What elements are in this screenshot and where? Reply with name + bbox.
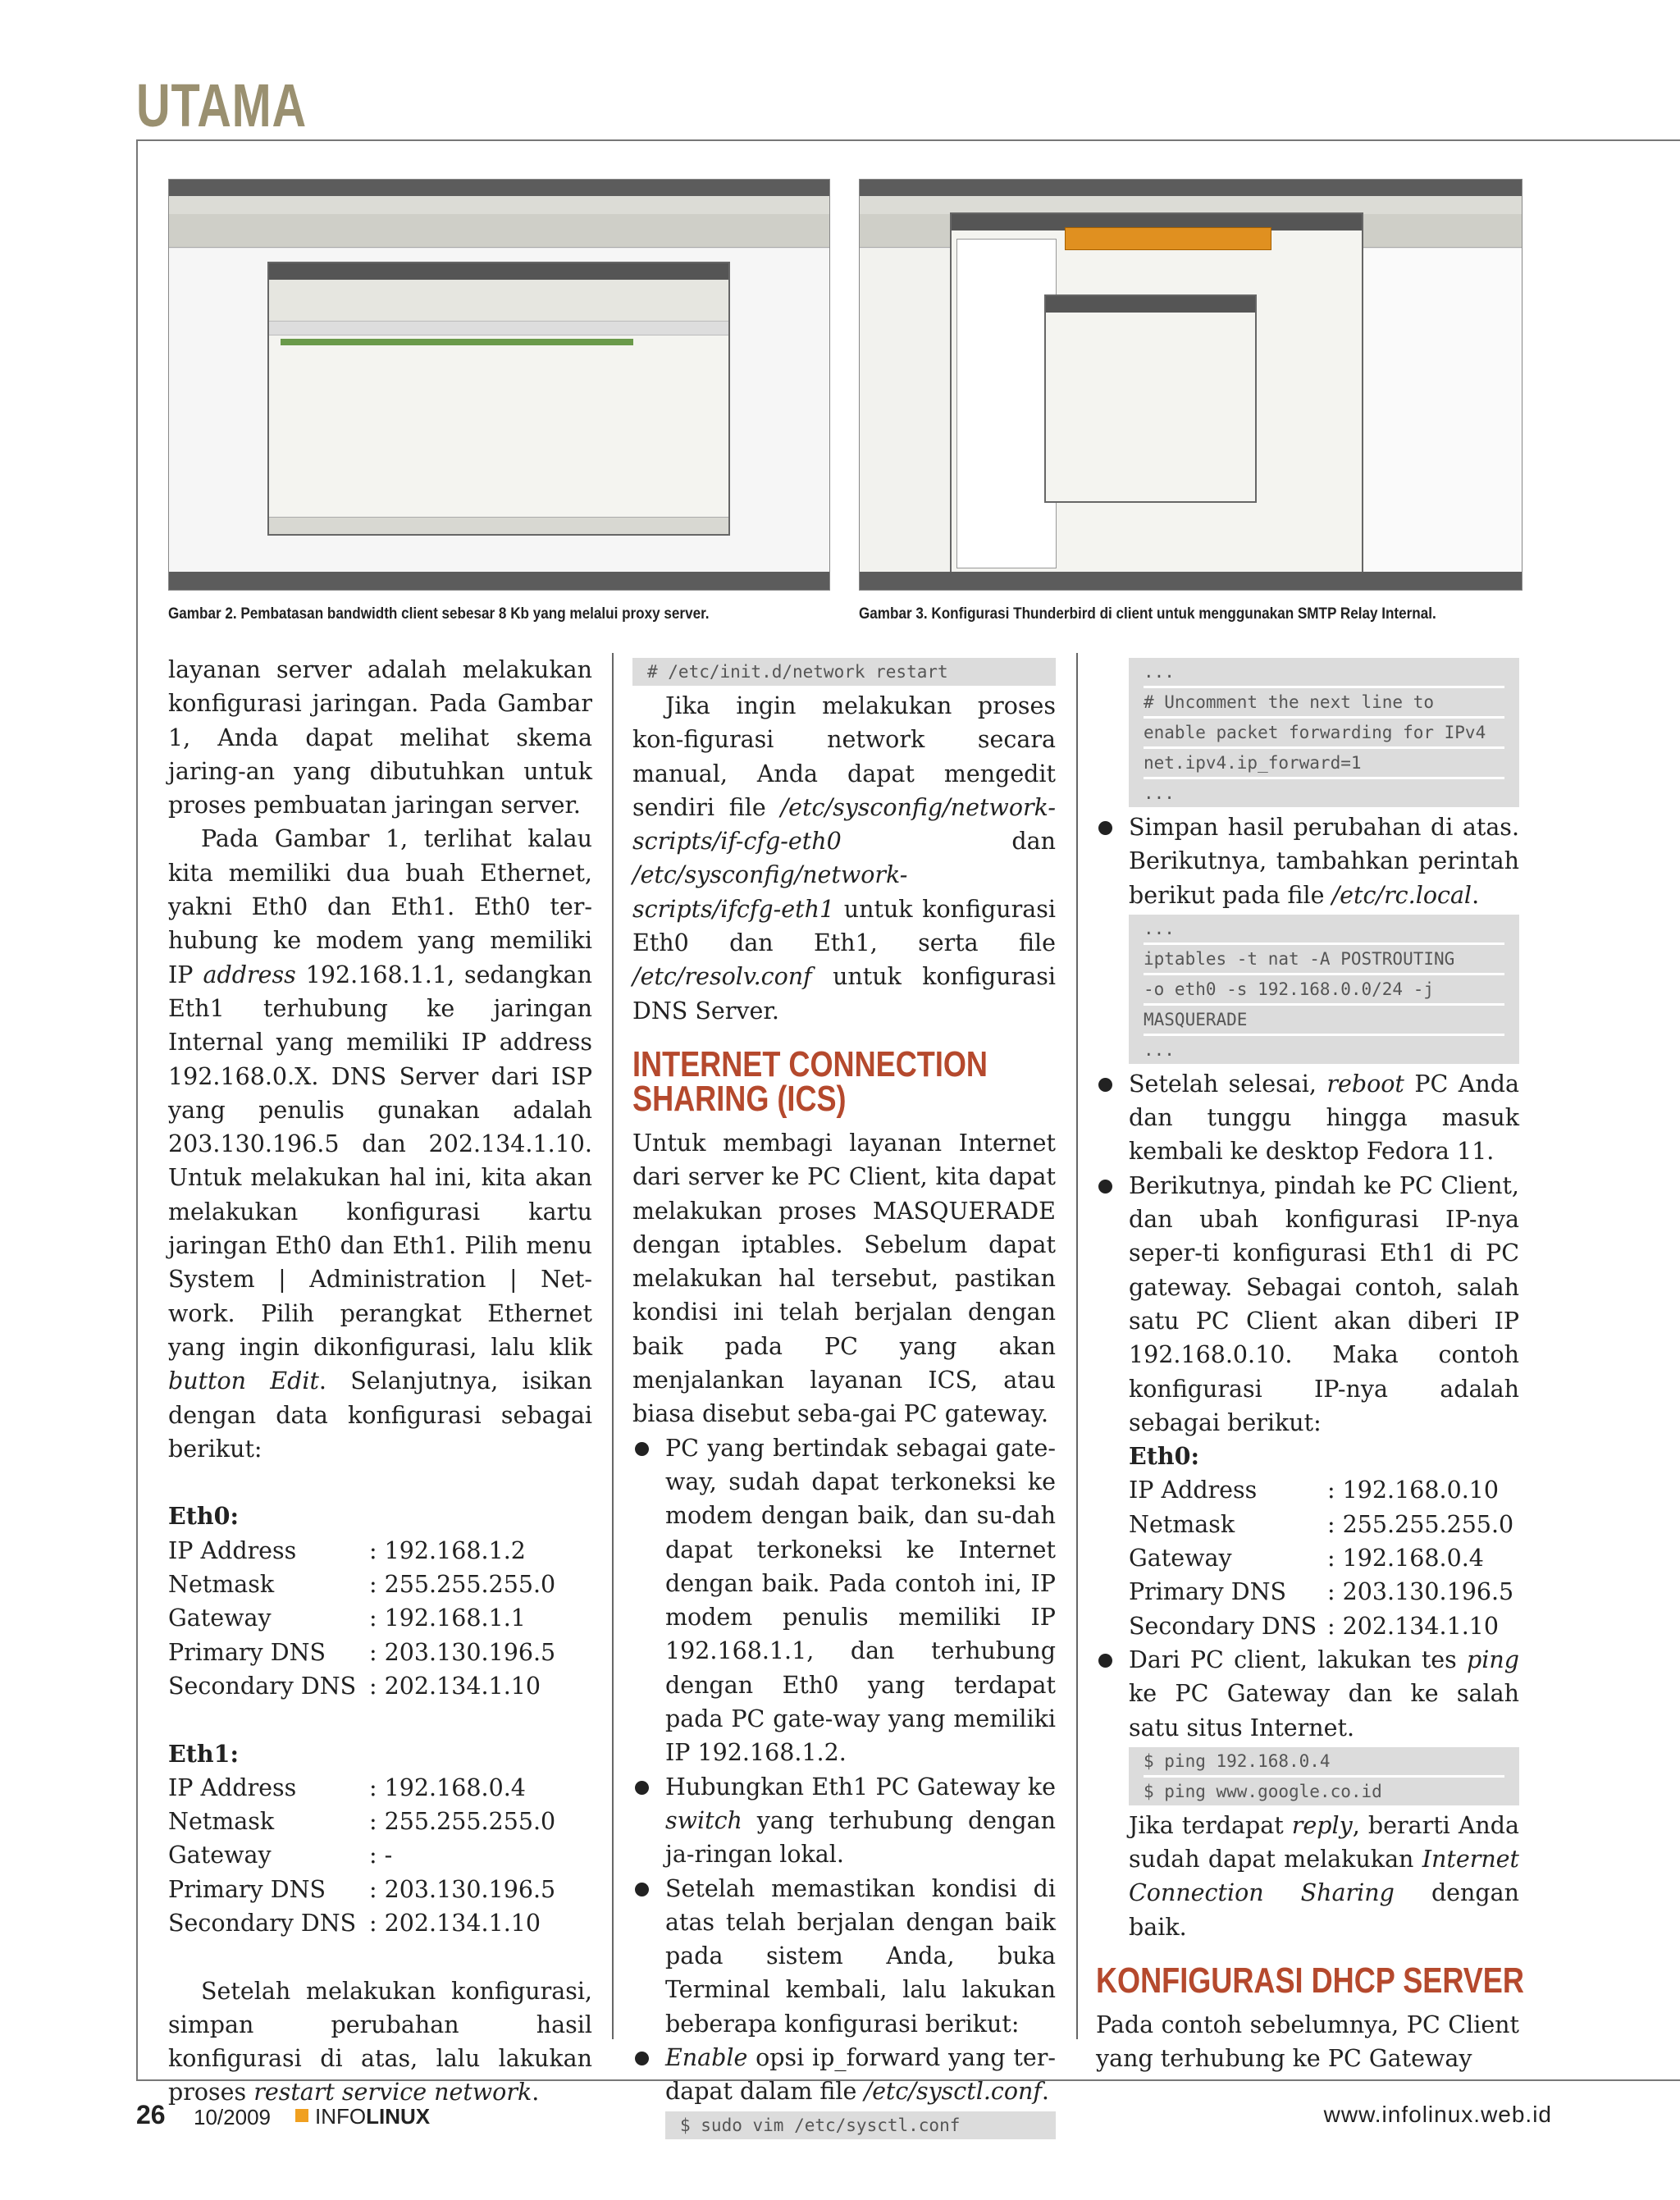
paragraph: Pada contoh sebelumnya, PC Client yang terhubung ke PC Gateway: [1096, 2011, 1519, 2073]
code-block: $ ping 192.168.0.4 $ ping www.google.co.id: [1129, 1747, 1519, 1805]
bullet-icon: [635, 1442, 649, 1456]
download-dialog: [267, 262, 730, 536]
desktop-bottom-panel: [169, 572, 829, 590]
magazine-brand: INFOLINUX: [315, 2104, 431, 2129]
smtp-server-dialog: [1044, 294, 1257, 503]
section-title: UTAMA: [136, 71, 308, 139]
eth0-config-list: [168, 1534, 592, 1703]
frame-left-rule: [136, 139, 138, 2080]
issue-date: 10/2009: [194, 2105, 271, 2129]
config-row: Netmask : 255.255.255.0: [168, 1571, 556, 1599]
bullet-icon: [1098, 821, 1112, 835]
section-heading-ics: INTERNET CONNECTION SHARING (ICS): [632, 1043, 988, 1119]
config-row: Primary DNS : 203.130.196.5: [1129, 1578, 1514, 1606]
config-row: Secondary DNS : 202.134.1.10: [1129, 1612, 1500, 1640]
desktop-bottom-panel: [860, 572, 1522, 590]
config-row: Gateway : -: [168, 1842, 393, 1869]
folder-pane: [860, 249, 951, 572]
paragraph: Jika terdapat reply, berarti Anda sudah dapat melakukan Internet Connection Sharing dengan baik.: [1129, 1811, 1519, 1941]
paragraph: Setelah melakukan konfigurasi, simpan perubahan hasil konfigurasi di atas, lalu lakukan proses restart service network.: [168, 1977, 592, 2106]
column-2: [632, 653, 1056, 2143]
eth0-config-title: Eth0:: [168, 1502, 239, 1531]
message-list: [1352, 249, 1522, 572]
config-row: Secondary DNS : 202.134.1.10: [168, 1672, 541, 1700]
bullet-icon: [635, 1883, 649, 1896]
thunderbird-menubar: [860, 196, 1522, 214]
bullet-icon: [1098, 1180, 1112, 1194]
brand-square-icon: [295, 2109, 308, 2122]
bullet-item: Enable opsi ip_forward yang ter-dapat dalam file /etc/sysctl.conf.: [632, 2041, 1056, 2109]
code-block: $ sudo vim /etc/sysctl.conf: [665, 2111, 1056, 2139]
config-row: IP Address : 192.168.0.10: [1129, 1477, 1500, 1504]
column-divider-1: [612, 653, 614, 2039]
bullet-item: Setelah memastikan kondisi di atas telah berjalan dengan baik pada sistem Anda, buka Terminal kembali, lalu lakukan beberapa konfigurasi berikut:: [632, 1872, 1056, 2041]
figure-3-screenshot: [859, 179, 1522, 591]
figure-2-caption: Gambar 2. Pembatasan bandwidth client sebesar 8 Kb yang melalui proxy server.: [168, 605, 710, 623]
column-3: [1096, 653, 1524, 2076]
config-row: Secondary DNS : 202.134.1.10: [168, 1909, 541, 1937]
page-number: 26: [136, 2100, 166, 2129]
browser-toolbar: [169, 214, 829, 248]
paragraph: Untuk membagi layanan Internet dari server ke PC Client, kita dapat melakukan proses MASQUERADE dengan iptables. Sebelum dapat melakukan hal tersebut, pastikan kondisi ini telah berjalan dengan baik pada PC yang akan menjalankan layanan ICS, atau biasa disebut seba-gai PC gateway.: [632, 1129, 1056, 1428]
desktop-top-panel: [860, 180, 1522, 196]
config-row: Netmask : 255.255.255.0: [1129, 1510, 1514, 1538]
paragraph: layanan server adalah melakukan konfigurasi jaringan. Pada Gambar 1, Anda dapat melihat skema jaring-an yang dibutuhkan untuk proses pembuatan jaringan server.: [168, 656, 592, 819]
config-row: Gateway : 192.168.0.4: [1129, 1545, 1484, 1572]
browser-menubar: [169, 196, 829, 214]
smtp-settings-bar: [1065, 227, 1271, 250]
eth1-config-list: [168, 1771, 592, 1940]
paragraph: Jika ingin melakukan proses kon-figurasi network secara manual, Anda dapat mengedit sendiri file /etc/sysconfig/network-scripts/if-cfg-eth0 dan /etc/sysconfig/network-scripts/ifcfg-eth1 untuk konfigurasi Eth0 dan Eth1, serta file /etc/resolv.conf untuk konfigurasi DNS Server.: [632, 692, 1056, 1025]
bullet-icon: [635, 2052, 649, 2065]
config-row: IP Address : 192.168.0.4: [168, 1773, 526, 1801]
code-block: ... iptables -t nat -A POSTROUTING -o eth0 -s 192.168.0.0/24 -j MASQUERADE ...: [1129, 915, 1519, 1064]
bullet-item: Berikutnya, pindah ke PC Client, dan ubah konfigurasi IP-nya seper-ti konfigurasi Eth1 di PC gateway. Sebagai contoh, salah satu PC Client akan diberi IP 192.168.0.10. Maka contoh konfigurasi IP-nya adalah sebagai berikut: Eth0: IP Address : 192.168.0.10 Netmask : 255.255.255.0 Gateway : 192.168.0.4 Primary DNS : 203.130.196.5 Secondary DNS : 202.134.1.10: [1096, 1169, 1519, 1643]
website-url: www.infolinux.web.id: [1323, 2102, 1552, 2127]
config-row: Primary DNS : 203.130.196.5: [168, 1638, 556, 1666]
config-row: Primary DNS : 203.130.196.5: [168, 1875, 556, 1903]
code-block: # /etc/init.d/network restart: [632, 658, 1056, 686]
figure-2-screenshot: [168, 179, 830, 591]
config-row: IP Address : 192.168.1.2: [168, 1536, 526, 1564]
bullet-icon: [635, 1781, 649, 1795]
section-heading-dhcp: KONFIGURASI DHCP SERVER: [1096, 1960, 1524, 2001]
code-block: ... # Uncomment the next line to enable packet forwarding for IPv4 net.ipv4.ip_forward=1 ...: [1129, 658, 1519, 807]
bullet-item: Simpan hasil perubahan di atas. Berikutnya, tambahkan perintah berikut pada file /etc/rc.local.: [1096, 810, 1519, 912]
bullet-item: Hubungkan Eth1 PC Gateway ke switch yang terhubung dengan ja-ringan lokal.: [632, 1770, 1056, 1872]
bullet-item: Setelah selesai, reboot PC Anda dan tunggu hingga masuk kembali ke desktop Fedora 11.: [1096, 1067, 1519, 1169]
bullet-icon: [1098, 1654, 1112, 1668]
client-eth0-title: Eth0:: [1129, 1442, 1199, 1471]
column-divider-2: [1076, 653, 1078, 2039]
bullet-icon: [1098, 1078, 1112, 1092]
bullet-item: Dari PC client, lakukan tes ping ke PC Gateway dan ke salah satu situs Internet.: [1096, 1643, 1519, 1745]
config-row: Netmask : 255.255.255.0: [168, 1808, 556, 1836]
config-row: Gateway : 192.168.1.1: [168, 1604, 526, 1632]
figure-3-caption: Gambar 3. Konfigurasi Thunderbird di client untuk menggunakan SMTP Relay Internal.: [859, 605, 1436, 623]
desktop-top-panel: [169, 180, 829, 196]
column-1: [168, 653, 592, 2110]
bullet-item: PC yang bertindak sebagai gate-way, sudah dapat terkoneksi ke modem dengan baik, dan su-dah dapat terkoneksi ke Internet dengan baik. Pada contoh ini, IP modem penulis memiliki IP 192.168.1.1, dan terhubung dengan Eth0 yang terdapat pada PC gate-way yang memiliki IP 192.168.1.2.: [632, 1431, 1056, 1770]
eth1-config-title: Eth1:: [168, 1739, 239, 1768]
paragraph: Pada Gambar 1, terlihat kalau kita memiliki dua buah Ethernet, yakni Eth0 dan Eth1. Eth0 ter-hubung ke modem yang memiliki IP address 192.168.1.1, sedangkan Eth1 terhubung ke jaringan Internal yang memiliki IP address 192.168.0.X. DNS Server dari ISP yang penulis gunakan adalah 203.130.196.5 dan 202.134.1.10. Untuk melakukan hal ini, kita akan melakukan konfigurasi kartu jaringan Eth0 dan Eth1. Pilih menu System | Administration | Net-work. Pilih perangkat Ethernet yang ingin dikonfigurasi, lalu klik button Edit. Selanjutnya, isikan dengan data konfigurasi sebagai berikut:: [168, 825, 593, 1463]
frame-top-rule: [136, 139, 1680, 141]
